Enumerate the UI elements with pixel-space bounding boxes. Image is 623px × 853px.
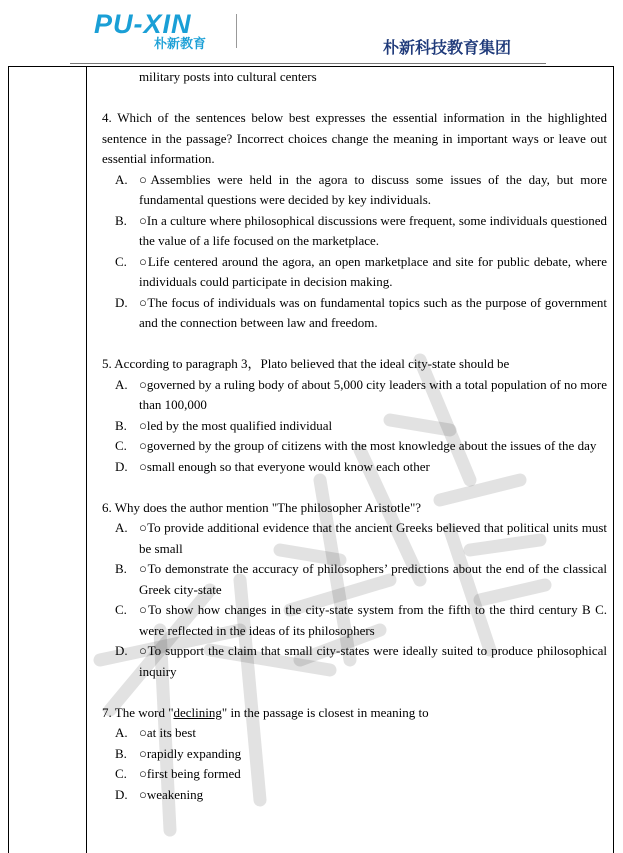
option-letter: B.: [115, 561, 127, 576]
option-letter: B.: [115, 212, 127, 228]
header-rule: [70, 63, 546, 64]
question-stem: 5. According to paragraph 3，Plato believed that the ideal city-state should be: [102, 356, 510, 371]
page-header: [0, 0, 623, 66]
table-column-divider: [86, 66, 87, 853]
question-content: [102, 67, 607, 805]
option-letter: C.: [115, 602, 127, 617]
option-list: [102, 170, 607, 334]
option-c[interactable]: [102, 252, 607, 293]
option-b[interactable]: [102, 416, 607, 437]
option-letter: C.: [115, 766, 127, 781]
question-4: [102, 108, 607, 334]
option-letter: A.: [115, 520, 128, 535]
stem-before: 7. The word ": [102, 704, 174, 720]
option-c[interactable]: [102, 600, 607, 641]
option-text: ○led by the most qualified individual: [139, 417, 333, 433]
option-text: ○Assemblies were held in the agora to discuss some issues of the day, but more fundamental questions were decided by key individuals.: [139, 171, 607, 207]
option-d[interactable]: [102, 785, 607, 806]
option-letter: A.: [115, 376, 128, 392]
continuation-line: military posts into cultural centers: [139, 69, 317, 84]
puxin-logo: [94, 10, 244, 54]
option-text: ○rapidly expanding: [139, 745, 242, 761]
option-letter: A.: [115, 725, 128, 740]
option-d[interactable]: [102, 641, 607, 682]
option-text: ○weakening: [139, 786, 204, 802]
option-letter: C.: [115, 438, 127, 453]
company-name: 朴新科技教育集团: [383, 38, 512, 57]
option-text: ○To show how changes in the city-state system from the fifth to the third century B C. were reflected in the ideas of its philosophers: [139, 602, 607, 638]
option-text: ○small enough so that everyone would know each other: [139, 458, 430, 474]
logo-wordmark: PU-XIN: [94, 9, 192, 39]
option-a[interactable]: [102, 723, 607, 744]
question-stem: 4. Which of the sentences below best expresses the essential information in the highlighted sentence in the passage? Incorrect choices change the meaning in important ways or leave out essential information.: [102, 110, 607, 166]
option-letter: D.: [115, 643, 128, 658]
option-letter: B.: [115, 417, 127, 433]
option-text: ○In a culture where philosophical discussions were frequent, some individuals questioned the value of a life focused on the marketplace.: [139, 212, 607, 248]
option-letter: B.: [115, 745, 127, 761]
option-text: ○To support the claim that small city-states were ideally suited to produce philosophical inquiry: [139, 643, 607, 679]
option-d[interactable]: [102, 457, 607, 478]
question-5: [102, 354, 607, 477]
option-text: ○The focus of individuals was on fundamental topics such as the purpose of government and the connection between law and freedom.: [139, 294, 607, 330]
question-stem: 6. Why does the author mention "The philosopher Aristotle"?: [102, 499, 422, 515]
option-b[interactable]: [102, 211, 607, 252]
logo-divider: [236, 14, 237, 48]
option-letter: A.: [115, 171, 128, 187]
option-c[interactable]: [102, 436, 607, 457]
question-7: [102, 703, 607, 806]
option-list: [102, 375, 607, 478]
option-d[interactable]: [102, 293, 607, 334]
highlighted-word: declining: [173, 704, 222, 720]
option-letter: D.: [115, 786, 128, 802]
option-letter: D.: [115, 458, 128, 474]
option-text: ○first being formed: [139, 766, 241, 781]
option-list: [102, 723, 607, 805]
option-text: ○To demonstrate the accuracy of philosophers’ predictions about the end of the classical Greek city-state: [139, 561, 607, 597]
logo-subtitle: 朴新教育: [154, 37, 207, 52]
question-6: [102, 498, 607, 683]
stem-after: " in the passage is closest in meaning to: [221, 704, 429, 720]
option-list: [102, 518, 607, 682]
option-text: ○Life centered around the agora, an open marketplace and site for public debate, where individuals could participate in decision making.: [139, 253, 607, 289]
option-b[interactable]: [102, 559, 607, 600]
option-a[interactable]: [102, 170, 607, 211]
option-text: ○governed by the group of citizens with the most knowledge about the issues of the day: [139, 438, 597, 453]
option-c[interactable]: [102, 764, 607, 785]
question-stem: [102, 703, 607, 724]
option-text: ○governed by a ruling body of about 5,000 city leaders with a total population of no more than 100,000: [139, 376, 607, 412]
option-a[interactable]: [102, 518, 607, 559]
option-a[interactable]: [102, 375, 607, 416]
option-b[interactable]: [102, 744, 607, 765]
option-text: ○at its best: [139, 725, 196, 740]
option-letter: C.: [115, 253, 127, 269]
option-text: ○To provide additional evidence that the ancient Greeks believed that political units must be small: [139, 520, 607, 556]
option-letter: D.: [115, 294, 128, 310]
